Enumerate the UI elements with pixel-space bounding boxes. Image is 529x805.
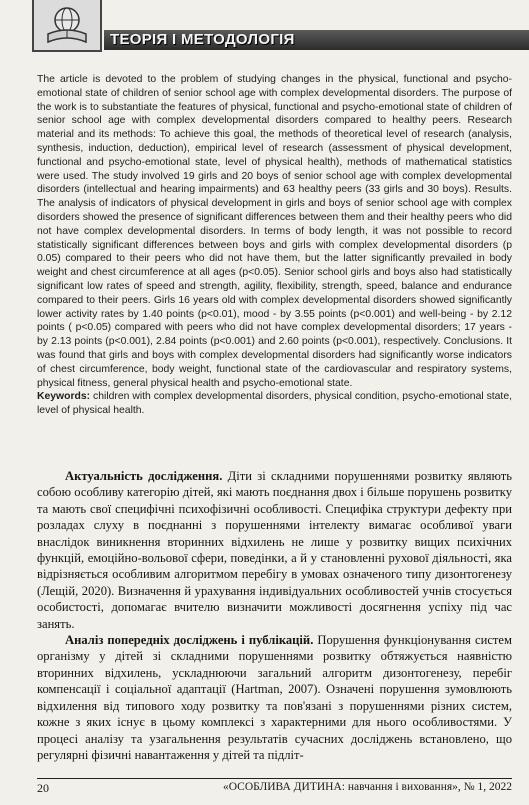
- keywords: [37, 390, 512, 418]
- footer-divider: [37, 778, 512, 779]
- abstract-block: [37, 73, 512, 418]
- paragraph-text: Порушення функціонування систем організму у дітей зі складними порушеннями розвитку обтяжується наявністю вторинних відхилень, ускладнюючи загальний алгоритм дизонтогенезу, перебіг компенсації і соціальної адаптації (Hartman, 2007). Означені порушення зумовлюють відхилення від типового ходу розвитку та пов'язані з порушеннями різних систем, кожне з яких існує в цьому комплексі з характерними для нього особливостями. У процесі аналізу та узагальнення результатів сучасних досліджень встановлено, що регулярні фізичні навантаження у дітей та підліт-: [37, 633, 512, 762]
- keywords-label: Keywords:: [37, 391, 91, 403]
- section-title: ТЕОРІЯ І МЕТОДОЛОГІЯ: [110, 31, 295, 48]
- paragraph-heading: Аналіз попередніх досліджень і публікацій.: [65, 633, 314, 648]
- journal-citation: «ОСОБЛИВА ДИТИНА: навчання і виховання», № 1, 2022: [222, 781, 512, 793]
- journal-logo: [32, 0, 102, 52]
- paragraph-heading: Актуальність дослідження.: [65, 469, 223, 483]
- page-header: [0, 0, 529, 62]
- paragraph-text: Діти зі складними порушеннями розвитку являють собою особливу категорію дітей, які мають поєднання двох і більше порушень розвитку та мають свої специфічні психофізичні особливості. Специфіка структури дефекту при розладах слуху в поєднанні з порушеннями інтелекту вимагає особливої уваги внаслідок виникнення вторинних відхилень не лише у розвитку вищих психічних функцій, емоційно-вольової сфери, поведінки, а й у становленні рухової діяльності, яка відрізняється особливим алгоритмом перебігу в умовах означеного типу дизонтогенезу (Лещій, 2020). Визначення й урахування індивідуальних особливостей учнів стосується особистості, допомагає вчителю визначити можливості досягнення успіху під час занять.: [37, 469, 512, 631]
- keywords-text: children with complex developmental disorders, physical condition, psycho-emotional state, level of physical health.: [37, 391, 512, 417]
- abstract-text: The article is devoted to the problem of studying changes in the physical, functional and psycho-emotional state of children of senior school age with complex developmental disorders. The purpose of the work is to substantiate the features of physical, functional and psycho-emotional state of children of senior school age with complex developmental disorders compared to healthy peers. Research material and its methods: To achieve this goal, the methods of theoretical level of research (analysis, synthesis, induction, deduction), empirical level of research (assessment of physical development, functional and psycho-emotional state, level of physical health), methods of mathematical statistics were used. The study involved 19 girls and 20 boys of senior school age with complex developmental disorders (intellectual and hearing impairments) and 63 healthy peers (33 girls and 30 boys). Results. The analysis of indicators of physical development in girls and boys of senior school age with complex disorders showed the presence of significant differences between them and their healthy peers who did not have complex developmental disorders. In terms of body length, it was not possible to record statistically significant differences between boys and girls with complex developmental disorders (p 0.05) compared to their peers who did not have them, but the latter significantly prevailed in body weight and chest circumference at all ages (p<0.05). Senior school girls and boys also had statistically significant low rates of speed and strength, agility, flexibility, strength, speed, balance and endurance compared to their peers. Girls 16 years old with complex developmental disorders showed significantly lower activity rates by 1.40 points (p<0.01), mood - by 3.55 points (p<0.001) and well-being - by 2.12 points ( p<0.05) compared with peers who did not have complex developmental disorders; 17 years - by 2.13 points (p<0.001), 2.84 points (p<0.001) and 2.60 points (p<0.001), respectively. Conclusions. It was found that girls and boys with complex developmental disorders had significantly worse indicators of chest circumference, body weight, functional state of the cardiovascular and respiratory systems, physical fitness, general physical health and psycho-emotional state.: [37, 74, 512, 389]
- article-body: [37, 468, 512, 763]
- page-number: 20: [37, 781, 49, 795]
- paragraph-prior-research: [37, 632, 512, 763]
- paragraph-relevance: [37, 468, 512, 632]
